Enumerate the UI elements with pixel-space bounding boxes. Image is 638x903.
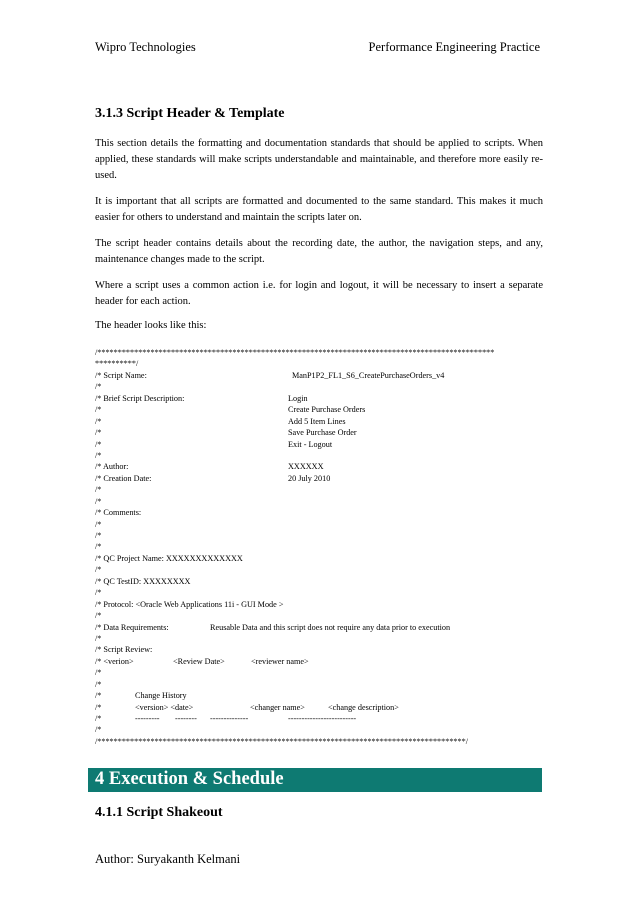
code-step-login: Login xyxy=(288,393,308,403)
section-4-banner xyxy=(88,768,542,792)
page-header xyxy=(95,40,540,56)
code-blank: /* xyxy=(95,519,102,529)
page-footer-author: Author: Suryakanth Kelmani xyxy=(95,852,241,866)
code-change-history-label: Change History xyxy=(135,691,187,701)
code-comments: /* Comments: xyxy=(95,508,142,518)
code-blank: /* xyxy=(95,588,102,598)
code-blank: /* xyxy=(95,725,102,735)
code-review-columns xyxy=(95,656,545,667)
code-blank: /* xyxy=(95,450,102,460)
code-brief-description xyxy=(95,393,545,404)
code-data-requirements xyxy=(95,622,545,633)
code-change-description: <change description> xyxy=(328,702,399,712)
code-step-save-po: Save Purchase Order xyxy=(288,428,357,438)
code-blank: /* xyxy=(95,485,102,495)
paragraph-common-action: Where a script uses a common action i.e. for login and logout, it will be necessary to insert a separate header for each action. xyxy=(95,280,543,307)
code-author xyxy=(95,461,545,472)
code-open-line-end: **********/ xyxy=(95,359,139,369)
subsection-title: 4.1.1 Script Shakeout xyxy=(95,805,223,820)
code-step-line: /* Create Purchase Orders xyxy=(95,405,366,415)
code-author-value: XXXXXX xyxy=(288,462,324,472)
code-blank: /* xyxy=(95,679,102,689)
code-protocol: /* Protocol: <Oracle Web Applications 11i - GUI Mode > xyxy=(95,599,284,609)
code-blank: /* xyxy=(95,382,102,392)
code-step-line: /* Exit - Logout xyxy=(95,439,333,449)
code-step-line: /* Add 5 Item Lines xyxy=(95,416,346,426)
paragraph-same-standard: It is important that all scripts are formatted and documented to the same standard. This makes it much easier for others to understand and maintain the scripts later on. xyxy=(95,196,543,223)
code-script-name xyxy=(95,370,545,381)
code-change-history: /* Change History xyxy=(95,691,187,701)
code-review-date: <Review Date> xyxy=(173,656,225,666)
code-step-create-po: Create Purchase Orders xyxy=(288,405,366,415)
code-qc-testid: /* QC TestID: XXXXXXXX xyxy=(95,576,191,586)
code-change-columns: /* <version> <date> <changer name> <change description> xyxy=(95,702,399,712)
paragraph-header-contents: The script header contains details about the recording date, the author, the navigation steps, and any, maintenance changes made to the script. xyxy=(95,238,543,265)
code-reviewer-name: <reviewer name> xyxy=(251,656,309,666)
code-open-line: /************************************************************************************************* xyxy=(95,348,495,357)
code-data-req-label: /* Data Requirements: xyxy=(95,622,169,632)
code-script-name-label: /* Script Name: xyxy=(95,370,147,380)
code-blank: /* xyxy=(95,496,102,506)
code-script-review: /* Script Review: xyxy=(95,645,153,655)
code-close-line: /******************************************************************************************/ xyxy=(95,736,468,746)
code-change-version-date: <version> <date> xyxy=(135,702,194,712)
code-blank: /* xyxy=(95,542,102,552)
section-4-title: 4 Execution & Schedule xyxy=(95,769,284,789)
paragraph-header-intro: The header looks like this: xyxy=(95,320,207,331)
code-blank: /* xyxy=(95,668,102,678)
header-practice: Performance Engineering Practice xyxy=(368,40,540,54)
code-script-name-value: ManP1P2_FL1_S6_CreatePurchaseOrders_v4 xyxy=(292,370,445,380)
code-blank: /* xyxy=(95,531,102,540)
code-step-logout: Exit - Logout xyxy=(288,439,333,449)
code-creation-date xyxy=(95,473,545,484)
code-dash-row: /* --------- -------- -------------- ------------------------- xyxy=(95,714,357,723)
code-qc-project: /* QC Project Name: XXXXXXXXXXXXX xyxy=(95,553,243,563)
code-blank: /* xyxy=(95,633,102,643)
code-data-req-value: Reusable Data and this script does not require any data prior to execution xyxy=(210,622,451,632)
paragraph-formatting-standards: This section details the formatting and documentation standards that should be applied to scripts. When applied, these standards will make scripts understandable and maintainable, and therefore more easily re-used. xyxy=(95,138,543,181)
code-creation-label: /* Creation Date: xyxy=(95,473,152,483)
section-title: 3.1.3 Script Header & Template xyxy=(95,106,285,121)
code-step-add-items: Add 5 Item Lines xyxy=(288,416,346,426)
script-header-template xyxy=(95,347,545,747)
code-brief-description-label: /* Brief Script Description: xyxy=(95,393,185,403)
code-blank: /* xyxy=(95,611,102,621)
code-creation-value: 20 July 2010 xyxy=(288,473,331,483)
code-blank: /* xyxy=(95,565,102,575)
header-company: Wipro Technologies xyxy=(95,40,196,54)
code-author-label: /* Author: xyxy=(95,462,129,472)
code-changer-name: <changer name> xyxy=(250,702,305,712)
code-review-version: /* <verion> xyxy=(95,656,134,666)
code-step-line: /* Save Purchase Order xyxy=(95,428,357,438)
